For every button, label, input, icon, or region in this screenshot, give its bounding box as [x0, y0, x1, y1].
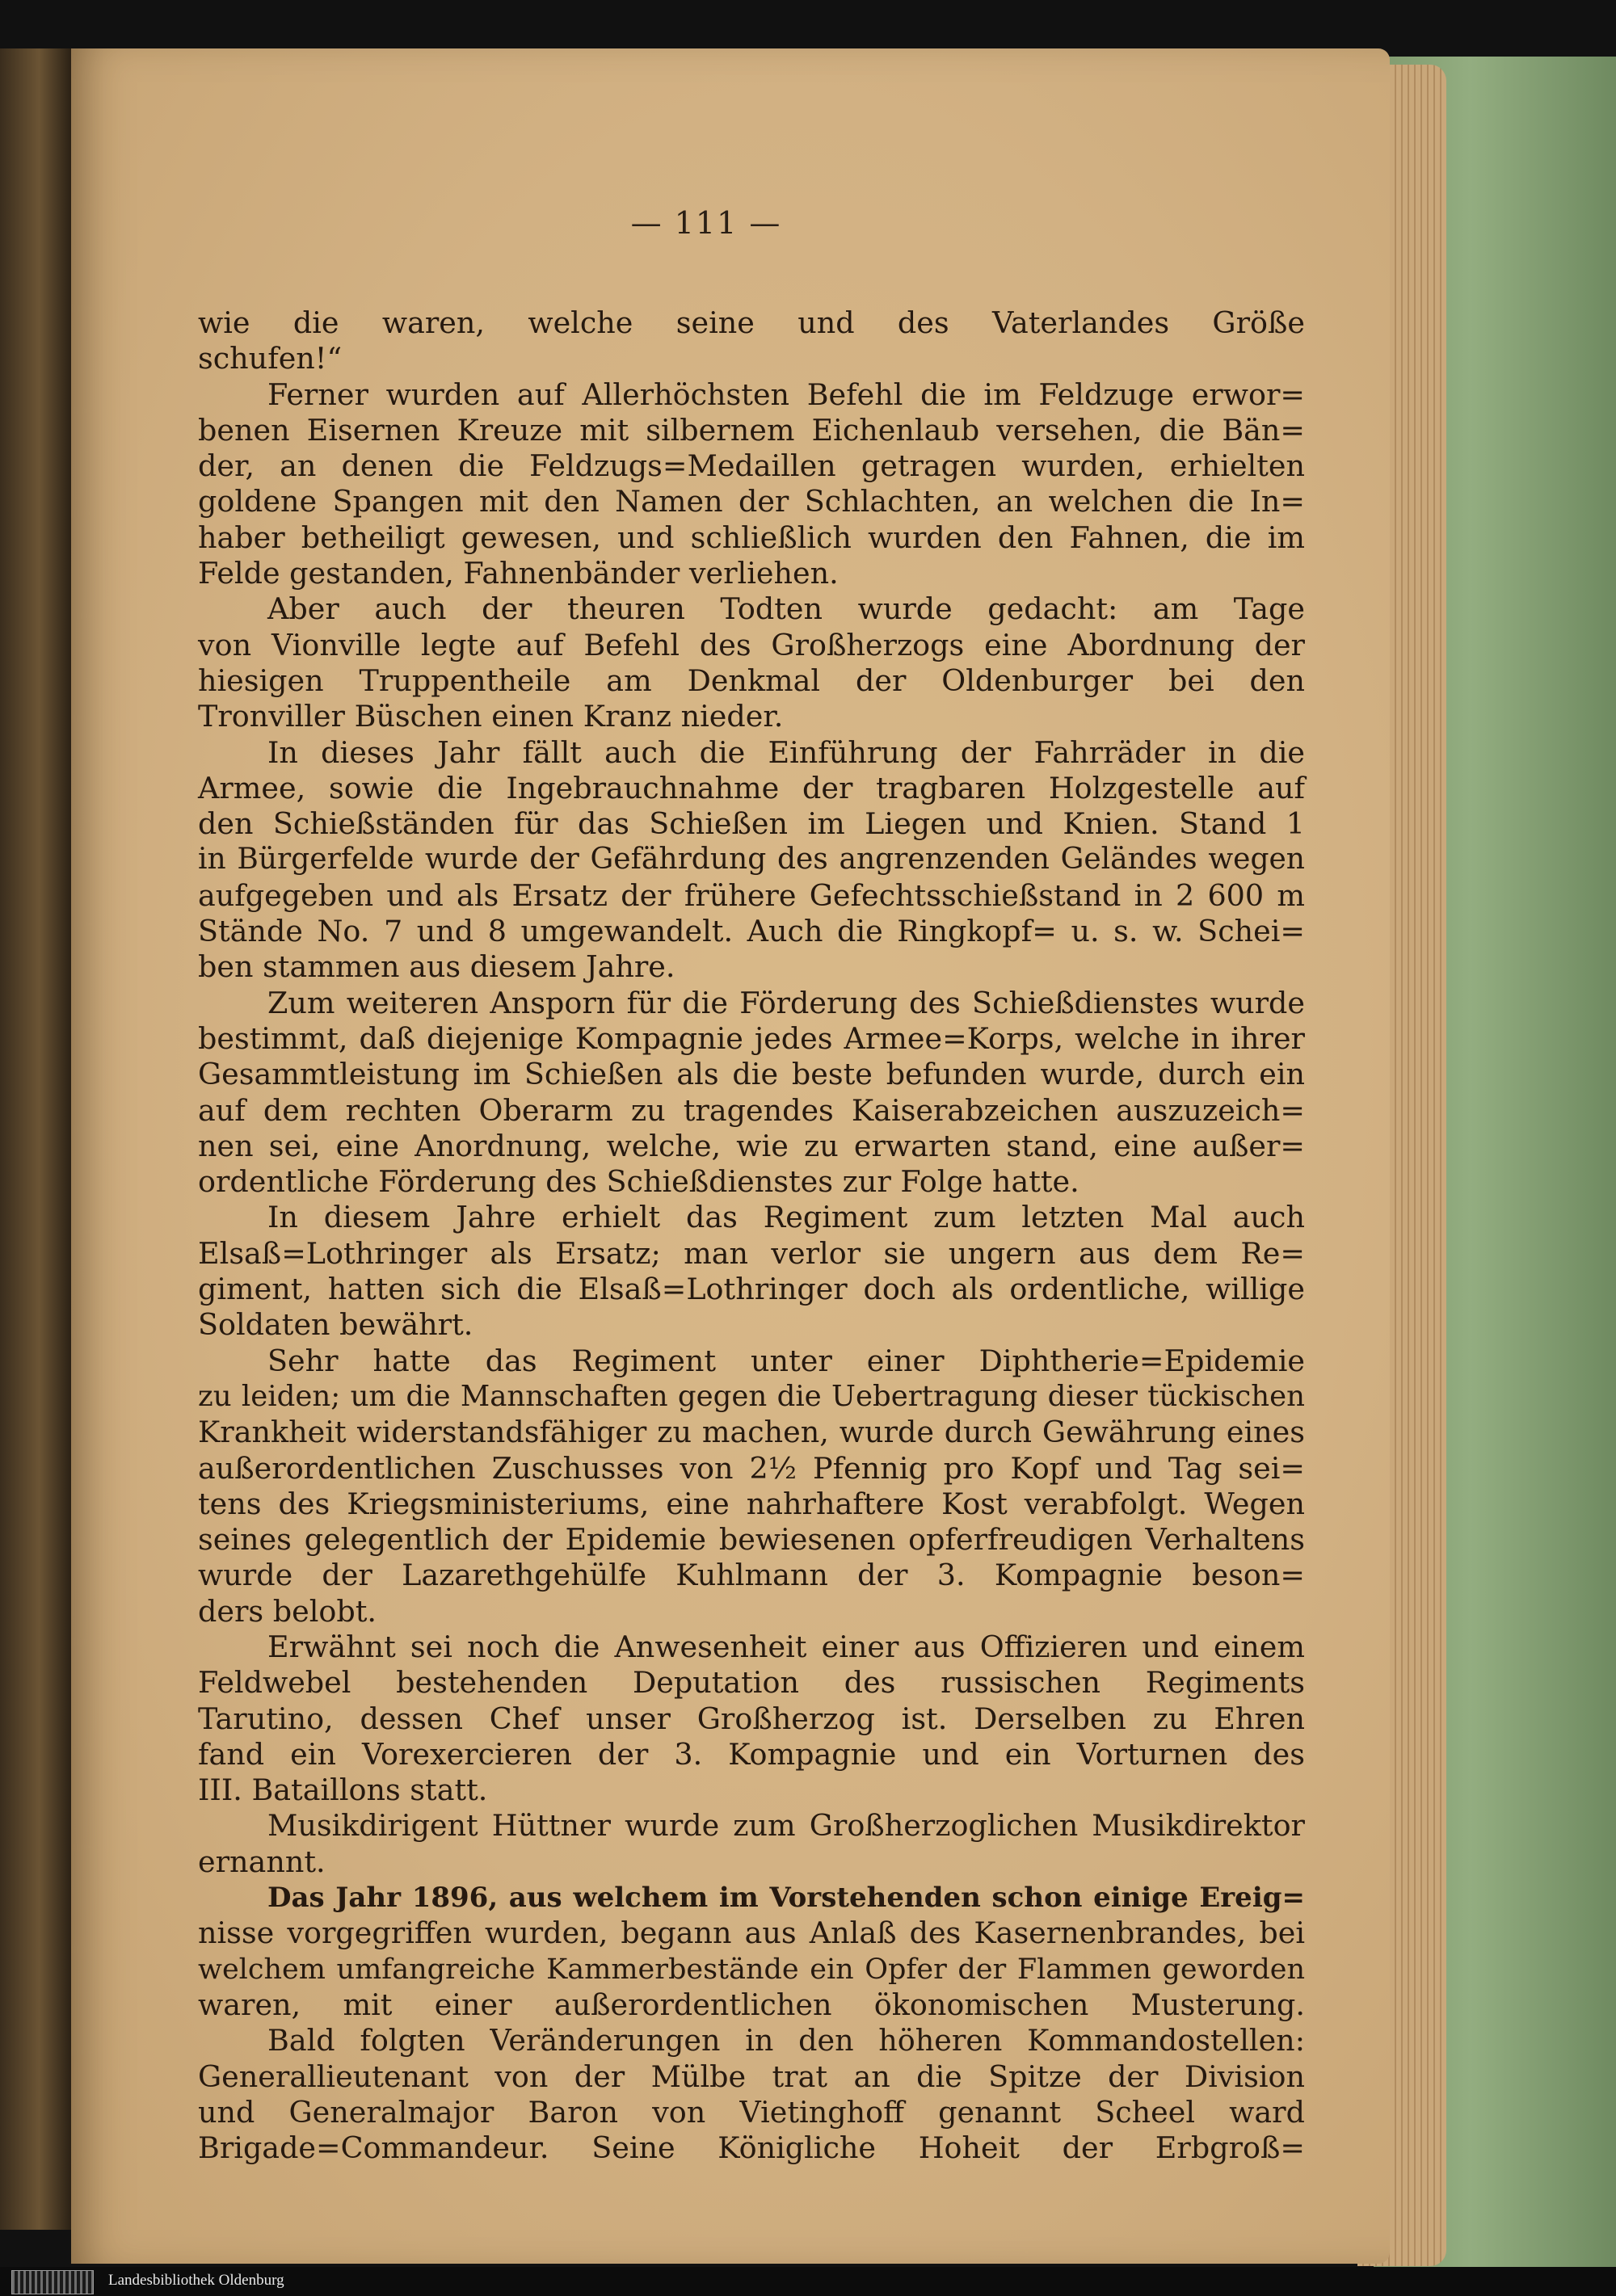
text-line: Sehr hatte das Regiment unter einer Diphtherie=Epidemie: [267, 1343, 1305, 1378]
text-line: Das Jahr 1896, aus welchem im Vorstehenden schon einige Ereig=: [267, 1882, 1305, 1915]
text-line: den Schießständen für das Schießen im Liegen und Knien. Stand 1: [198, 806, 1305, 842]
page-body-text: [198, 305, 1305, 2166]
text-line: Tarutino, dessen Chef unser Großherzog ist. Derselben zu Ehren: [198, 1701, 1305, 1736]
text-line: bestimmt, daß diejenige Kompagnie jedes Armee=Korps, welche in ihrer: [198, 1020, 1305, 1056]
text-line: zu leiden; um die Mannschaften gegen die Uebertragung dieser tückischen: [198, 1379, 1305, 1413]
text-line: Krankheit widerstandsfähiger zu machen, wurde durch Gewährung eines: [198, 1415, 1305, 1450]
text-line: von Vionville legte auf Befehl des Großherzogs eine Abordnung der: [198, 627, 1305, 662]
text-line: Tronviller Büschen einen Kranz nieder.: [198, 699, 784, 734]
page-number: — 111 —: [630, 205, 782, 241]
text-line: In diesem Jahre erhielt das Regiment zum letzten Mal auch: [267, 1200, 1305, 1235]
text-line: Erwähnt sei noch die Anwesenheit einer aus Offizieren und einem: [267, 1629, 1305, 1664]
text-line: ben stammen aus diesem Jahre.: [198, 949, 675, 985]
text-line: in Bürgerfelde wurde der Gefährdung des angrenzenden Geländes wegen: [198, 843, 1305, 877]
text-line: Feldwebel bestehenden Deputation des russischen Regiments: [198, 1665, 1305, 1701]
text-line: Felde gestanden, Fahnenbänder verliehen.: [198, 556, 839, 591]
text-line: nen sei, eine Anordnung, welche, wie zu erwarten stand, eine außer=: [198, 1128, 1305, 1163]
text-line: auf dem rechten Oberarm zu tragendes Kaiserabzeichen auszuzeich=: [198, 1092, 1305, 1128]
text-line: Soldaten bewährt.: [198, 1307, 473, 1343]
text-line: Generallieutenant von der Mülbe trat an die Spitze der Division: [198, 2058, 1305, 2094]
text-line: In dieses Jahr fällt auch die Einführung der Fahrräder in die: [267, 734, 1305, 770]
text-line: fand ein Vorexercieren der 3. Kompagnie und ein Vorturnen des: [198, 1736, 1305, 1772]
text-line: aufgegeben und als Ersatz der frühere Gefechtsschießstand in 2 600 m: [198, 877, 1305, 913]
text-line: ders belobt.: [198, 1593, 377, 1629]
text-line: haber betheiligt gewesen, und schließlich wurden den Fahnen, die im: [198, 519, 1305, 555]
text-line: nisse vorgegriffen wurden, begann aus Anlaß des Kasernenbrandes, bei: [198, 1915, 1305, 1951]
text-line: ordentliche Förderung des Schießdienstes zur Folge hatte.: [198, 1164, 1079, 1200]
text-line: waren, mit einer außerordentlichen ökonomischen Musterung.: [198, 1987, 1305, 2022]
text-line: außerordentlichen Zuschusses von 2½ Pfennig pro Kopf und Tag sei=: [198, 1450, 1305, 1486]
text-line: Brigade=Commandeur. Seine Königliche Hoheit der Erbgroß=: [198, 2130, 1305, 2166]
text-line: und Generalmajor Baron von Vietinghoff genannt Scheel ward: [198, 2094, 1305, 2130]
text-line: ernannt.: [198, 1844, 326, 1879]
text-line: giment, hatten sich die Elsaß=Lothringer doch als ordentliche, willige: [198, 1272, 1305, 1307]
library-building-icon: [11, 2270, 94, 2294]
text-line: hiesigen Truppentheile am Denkmal der Oldenburger bei den: [198, 662, 1305, 698]
text-line: Musikdirigent Hüttner wurde zum Großherzoglichen Musikdirektor: [267, 1808, 1305, 1844]
text-line: Ferner wurden auf Allerhöchsten Befehl die im Feldzuge erwor=: [267, 376, 1305, 412]
text-line: Elsaß=Lothringer als Ersatz; man verlor sie ungern aus dem Re=: [198, 1235, 1305, 1271]
library-name: Landesbibliothek Oldenburg: [108, 2272, 284, 2289]
text-line: tens des Kriegsministeriums, eine nahrhaftere Kost verabfolgt. Wegen: [198, 1486, 1305, 1521]
text-line: Stände No. 7 und 8 umgewandelt. Auch die Ringkopf= u. s. w. Schei=: [198, 914, 1305, 949]
text-line: Aber auch der theuren Todten wurde gedacht: am Tage: [267, 591, 1305, 627]
book-page: [71, 48, 1390, 2264]
text-line: seines gelegentlich der Epidemie bewiesenen opferfreudigen Verhaltens: [198, 1522, 1305, 1558]
text-line: goldene Spangen mit den Namen der Schlachten, an welchen die In=: [198, 484, 1305, 519]
text-line: benen Eisernen Kreuze mit silbernem Eichenlaub versehen, die Bän=: [198, 412, 1305, 448]
text-line: wie die waren, welche seine und des Vaterlandes Größe: [198, 305, 1305, 340]
text-line: Gesammtleistung im Schießen als die beste befunden wurde, durch ein: [198, 1057, 1305, 1092]
text-line: welchem umfangreiche Kammerbestände ein Opfer der Flammen geworden: [198, 1953, 1305, 1986]
left-page-edge: [0, 48, 71, 2230]
text-line: Bald folgten Veränderungen in den höheren Kommandostellen:: [267, 2023, 1305, 2058]
text-line: Zum weiteren Ansporn für die Förderung des Schießdienstes wurde: [267, 985, 1305, 1020]
text-line: wurde der Lazarethgehülfe Kuhlmann der 3. Kompagnie beson=: [198, 1558, 1305, 1593]
text-line: Armee, sowie die Ingebrauchnahme der tragbaren Holzgestelle auf: [198, 770, 1305, 805]
text-line: schufen!“: [198, 341, 343, 376]
text-line: der, an denen die Feldzugs=Medaillen getragen wurden, erhielten: [198, 448, 1305, 484]
library-footer-bar: [0, 2267, 1616, 2296]
text-line: III. Bataillons statt.: [198, 1772, 488, 1808]
